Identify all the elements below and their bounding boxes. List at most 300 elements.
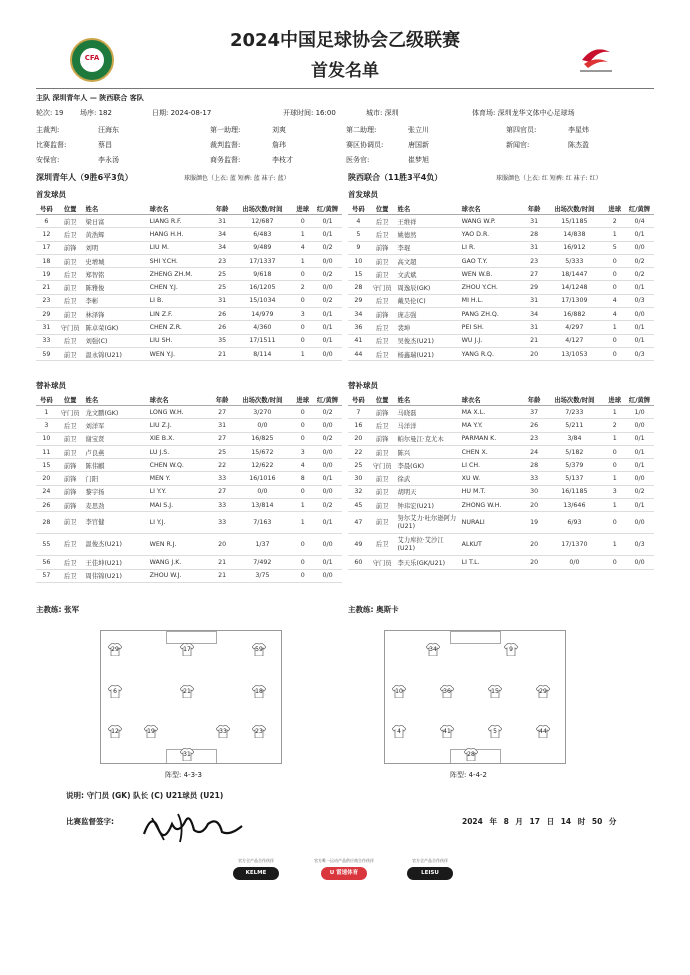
table-cell: 4	[348, 215, 369, 228]
venue-value: 深圳龙华文体中心足球场	[497, 109, 575, 117]
table-cell: CHEN W.Q.	[148, 459, 212, 472]
table-cell: 31	[524, 321, 545, 334]
table-cell: 12/622	[232, 459, 292, 472]
table-cell: 0/0	[313, 485, 342, 498]
table-cell: 33	[212, 512, 233, 534]
table-cell: 后卫	[57, 268, 84, 281]
table-cell: 25	[348, 459, 369, 472]
table-cell: 裴坤	[396, 321, 460, 334]
table-cell: 前锋	[57, 499, 84, 512]
table-cell: 24	[36, 485, 57, 498]
table-cell: LIU SH.	[148, 334, 212, 347]
table-cell: 周伟锦(U21)	[84, 569, 148, 582]
home-starters-table	[36, 202, 342, 361]
table-cell: 18/1447	[544, 268, 604, 281]
official-1-2	[346, 140, 429, 150]
table-cell: 守门员	[369, 281, 396, 294]
away-formation-value: 4-4-2	[468, 771, 488, 779]
table-cell: 34	[212, 228, 233, 241]
table-cell: 林泽锋	[84, 308, 148, 321]
table-cell: 0/0	[313, 445, 342, 458]
table-cell: 前锋	[57, 459, 84, 472]
table-cell: 戴昊伦(C)	[396, 294, 460, 307]
table-cell: 7/233	[544, 406, 604, 419]
table-row	[348, 534, 654, 556]
table-cell: 0/1	[313, 308, 342, 321]
official-1-0	[36, 140, 112, 150]
table-cell: 李晨(GK)	[396, 459, 460, 472]
table-cell: 0	[604, 347, 625, 360]
table-cell: 0/2	[625, 254, 654, 267]
player-shirt	[252, 725, 266, 738]
table-cell: 陈雅俊	[84, 281, 148, 294]
match-no-label: 场序:	[80, 109, 97, 117]
table-row	[36, 445, 342, 458]
table-row	[348, 215, 654, 228]
table-cell: 0/2	[313, 499, 342, 512]
official-value: 李星炜	[568, 126, 589, 134]
table-header-row	[348, 202, 654, 215]
table-row	[36, 406, 342, 419]
table-cell: 0/3	[625, 347, 654, 360]
table-cell: 0/0	[232, 485, 292, 498]
official-label: 安保官:	[36, 156, 60, 164]
table-cell: 0	[292, 321, 313, 334]
sponsor-pill: U 雷速体育	[321, 867, 367, 880]
player-shirt	[488, 725, 502, 738]
table-cell: 0/1	[625, 228, 654, 241]
table-cell: LI CH.	[460, 459, 524, 472]
table-cell: 0/2	[313, 268, 342, 281]
column-header: 红/黄牌	[625, 393, 654, 406]
table-row	[36, 419, 342, 432]
table-cell: 温俊杰(U21)	[84, 534, 148, 556]
table-cell: 1	[292, 347, 313, 360]
table-cell: 艾力库拉·艾沙江(U21)	[396, 534, 460, 556]
table-cell: WEN Y.J.	[148, 347, 212, 360]
table-cell: 0	[292, 569, 313, 582]
table-cell: 帕尔曼江·克尤木	[396, 432, 460, 445]
column-header: 号码	[348, 202, 369, 215]
table-cell: 4	[292, 459, 313, 472]
date-label: 日期:	[152, 109, 169, 117]
table-row	[348, 347, 654, 360]
table-cell: 0/0	[313, 254, 342, 267]
table-cell: 后卫	[369, 334, 396, 347]
table-row	[348, 459, 654, 472]
column-header: 姓名	[84, 202, 148, 215]
player-shirt	[180, 643, 194, 656]
table-cell: 29	[36, 308, 57, 321]
table-cell: 3/75	[232, 569, 292, 582]
table-cell: 0/4	[625, 215, 654, 228]
table-cell: 前卫	[369, 254, 396, 267]
table-row	[36, 569, 342, 582]
table-cell: 后卫	[57, 419, 84, 432]
column-header: 号码	[36, 202, 57, 215]
sponsor-logo	[226, 858, 286, 880]
table-cell: 周逸辰(GK)	[396, 281, 460, 294]
table-cell: 33	[524, 472, 545, 485]
column-header: 球衣名	[148, 202, 212, 215]
table-cell: 27	[212, 485, 233, 498]
official-2-1	[210, 155, 293, 165]
table-cell: 0	[604, 254, 625, 267]
official-label: 赛区协调员:	[346, 141, 384, 149]
table-cell: ZHOU Y.CH.	[460, 281, 524, 294]
table-cell: 0	[292, 419, 313, 432]
table-cell: 后卫	[369, 294, 396, 307]
table-cell: YAO D.R.	[460, 228, 524, 241]
table-cell: 1/0	[625, 406, 654, 419]
table-cell: 0	[292, 294, 313, 307]
table-cell: 28	[524, 459, 545, 472]
table-cell: 29	[348, 294, 369, 307]
table-cell: 刘明	[84, 241, 148, 254]
table-cell: 27	[212, 432, 233, 445]
table-row	[36, 308, 342, 321]
column-header: 姓名	[396, 202, 460, 215]
column-header: 位置	[57, 393, 84, 406]
table-cell: 4/297	[544, 321, 604, 334]
home-formation	[165, 770, 202, 780]
table-cell: 59	[36, 347, 57, 360]
table-row	[36, 254, 342, 267]
column-header: 姓名	[84, 393, 148, 406]
table-cell: 0/1	[625, 321, 654, 334]
player-shirt	[440, 725, 454, 738]
table-cell: 0/0	[625, 308, 654, 321]
table-cell: 31	[212, 294, 233, 307]
official-label: 裁判监督:	[210, 141, 241, 149]
table-row	[348, 321, 654, 334]
table-cell: 15/672	[232, 445, 292, 458]
official-value: 汪海东	[98, 126, 119, 134]
table-row	[348, 445, 654, 458]
table-cell: MA Y.Y.	[460, 419, 524, 432]
table-cell: 前卫	[57, 308, 84, 321]
shirt-number: 29	[111, 646, 119, 653]
table-cell: MA X.L.	[460, 406, 524, 419]
pitch-line	[166, 631, 216, 632]
table-cell: MI H.L.	[460, 294, 524, 307]
table-cell: 17/1370	[544, 534, 604, 556]
pitch-line	[500, 631, 501, 643]
table-cell: 前卫	[57, 215, 84, 228]
pitch-line	[450, 643, 501, 644]
table-cell: 0	[292, 406, 313, 419]
table-cell: 34	[348, 308, 369, 321]
table-cell: 22	[348, 445, 369, 458]
pitch-line	[166, 749, 167, 763]
table-cell: 14/838	[544, 228, 604, 241]
table-cell: 30	[348, 472, 369, 485]
official-value: 刘爽	[272, 126, 286, 134]
table-row	[36, 485, 342, 498]
table-cell: 前卫	[57, 445, 84, 458]
column-header: 进球	[292, 393, 313, 406]
shirt-number: 12	[111, 728, 119, 735]
table-cell: 后卫	[57, 534, 84, 556]
table-cell: 后卫	[57, 569, 84, 582]
table-row	[36, 459, 342, 472]
table-cell: 1	[292, 499, 313, 512]
away-subs-table	[348, 393, 654, 570]
table-cell: 45	[348, 499, 369, 512]
pitch-line	[450, 749, 451, 763]
header-divider	[36, 88, 654, 89]
table-cell: 27	[524, 268, 545, 281]
table-cell: 后卫	[57, 228, 84, 241]
table-cell: LI B.	[148, 294, 212, 307]
table-cell: 李彬	[84, 294, 148, 307]
table-row	[348, 512, 654, 534]
table-cell: 17/1337	[232, 254, 292, 267]
table-cell: 10	[36, 432, 57, 445]
shirt-number: 41	[443, 728, 451, 735]
official-label: 比赛监督:	[36, 141, 67, 149]
table-cell: LI Y.Y.	[148, 485, 212, 498]
column-header: 红/黄牌	[313, 393, 342, 406]
player-shirt	[426, 643, 440, 656]
table-cell: 21	[212, 569, 233, 582]
table-cell: 3	[604, 485, 625, 498]
official-value: 蔡昌	[98, 141, 112, 149]
home-starters-label: 首发球员	[36, 190, 66, 199]
table-cell: 21	[524, 334, 545, 347]
table-cell: 0/0	[313, 347, 342, 360]
table-cell: 0/0	[544, 556, 604, 569]
table-cell: 9/618	[232, 268, 292, 281]
away-coach-label: 主教练:	[348, 605, 374, 614]
away-team-name: 陕西联合（11胜3平4负）	[348, 173, 443, 182]
round-value: 19	[54, 109, 64, 117]
table-cell: 44	[348, 347, 369, 360]
table-cell: LIANG R.F.	[148, 215, 212, 228]
table-cell: 17	[36, 241, 57, 254]
table-cell: 后卫	[369, 347, 396, 360]
table-cell: 4/360	[232, 321, 292, 334]
table-cell: ZHONG W.H.	[460, 499, 524, 512]
shirt-number: 34	[429, 646, 437, 653]
table-cell: 1	[36, 406, 57, 419]
column-header: 红/黄牌	[625, 202, 654, 215]
table-cell: SHI Y.CH.	[148, 254, 212, 267]
table-cell: 0	[604, 445, 625, 458]
table-cell: 0/2	[313, 406, 342, 419]
table-cell: 龙文鹏(GK)	[84, 406, 148, 419]
table-cell: 温永锦(U21)	[84, 347, 148, 360]
table-cell: 10	[348, 254, 369, 267]
table-cell: 16/825	[232, 432, 292, 445]
player-shirt	[536, 685, 550, 698]
table-row	[348, 499, 654, 512]
table-cell: 0/0	[625, 472, 654, 485]
table-cell: 0/1	[313, 228, 342, 241]
table-cell: WEN R.J.	[148, 534, 212, 556]
official-0-1	[210, 125, 286, 135]
table-cell: 4	[604, 294, 625, 307]
table-cell: 前卫	[57, 432, 84, 445]
column-header: 红/黄牌	[313, 202, 342, 215]
table-cell: 15	[36, 459, 57, 472]
table-cell: LIU M.	[148, 241, 212, 254]
table-cell: 21	[212, 347, 233, 360]
table-cell: 6/93	[544, 512, 604, 534]
table-row	[348, 268, 654, 281]
table-cell: 24	[524, 445, 545, 458]
pitch-line	[450, 631, 451, 643]
player-shirt	[440, 685, 454, 698]
table-cell: 0	[604, 281, 625, 294]
table-cell: 60	[348, 556, 369, 569]
table-header-row	[36, 393, 342, 406]
official-label: 第四官员:	[506, 126, 537, 134]
table-cell: 黎宇扬	[84, 485, 148, 498]
table-cell: 0/1	[313, 334, 342, 347]
table-cell: 2	[604, 215, 625, 228]
table-cell: 37	[524, 406, 545, 419]
table-cell: 前锋	[57, 485, 84, 498]
table-cell: 胡明天	[396, 485, 460, 498]
official-value: 詹玮	[272, 141, 286, 149]
away-formation-label: 阵型:	[450, 771, 467, 779]
table-row	[36, 281, 342, 294]
player-shirt	[252, 643, 266, 656]
table-cell: 徐武	[396, 472, 460, 485]
table-cell: 0/1	[313, 321, 342, 334]
table-row	[348, 432, 654, 445]
player-shirt	[392, 685, 406, 698]
table-cell: WU J.J.	[460, 334, 524, 347]
table-cell: LONG W.H.	[148, 406, 212, 419]
away-formation	[450, 770, 487, 780]
column-header: 出场次数/时间	[544, 202, 604, 215]
column-header: 球衣名	[460, 393, 524, 406]
table-cell: 3	[36, 419, 57, 432]
home-kit: 球服颜色（上衣: 蓝 短裤: 蓝 袜子: 蓝）	[184, 175, 290, 182]
official-1-3	[506, 140, 589, 150]
column-header: 出场次数/时间	[232, 393, 292, 406]
venue-label: 体育场:	[472, 109, 496, 117]
away-starters-label: 首发球员	[348, 190, 378, 199]
column-header: 出场次数/时间	[544, 393, 604, 406]
home-subs-label: 替补球员	[36, 381, 66, 390]
shirt-number: 4	[397, 728, 401, 735]
table-cell: 28	[36, 512, 57, 534]
table-cell: CHEN Z.R.	[148, 321, 212, 334]
shirt-number: 9	[509, 646, 513, 653]
table-cell: NURALI	[460, 512, 524, 534]
table-cell: XU W.	[460, 472, 524, 485]
table-cell: MEN Y.	[148, 472, 212, 485]
table-cell: 28	[348, 281, 369, 294]
table-cell: 25	[212, 281, 233, 294]
table-header-row	[348, 393, 654, 406]
shirt-number: 18	[255, 688, 263, 695]
table-cell: 前锋	[369, 308, 396, 321]
pitch-line	[166, 631, 167, 643]
table-cell: 1	[604, 432, 625, 445]
table-cell: 13/1053	[544, 347, 604, 360]
table-cell: 20	[36, 472, 57, 485]
official-0-0	[36, 125, 119, 135]
table-cell: 1	[604, 321, 625, 334]
table-cell: 16/1185	[544, 485, 604, 498]
table-cell: 19	[524, 512, 545, 534]
player-shirt	[108, 685, 122, 698]
table-row	[348, 241, 654, 254]
table-row	[36, 472, 342, 485]
column-header: 位置	[369, 202, 396, 215]
table-cell: 0	[292, 432, 313, 445]
table-cell: 卢良燕	[84, 445, 148, 458]
table-row	[348, 472, 654, 485]
table-cell: 陈卓荣(GK)	[84, 321, 148, 334]
table-cell: ZHENG ZH.M.	[148, 268, 212, 281]
column-header: 球衣名	[148, 393, 212, 406]
table-cell: 前锋	[369, 406, 396, 419]
match-no	[80, 108, 112, 118]
official-2-0	[36, 155, 119, 165]
table-cell: 1	[604, 534, 625, 556]
table-cell: 0/0	[313, 419, 342, 432]
table-cell: ZHOU W.J.	[148, 569, 212, 582]
table-cell: 梁日富	[84, 215, 148, 228]
sponsor-caption: 官方唯一运动产品供应商合作伙伴	[314, 858, 374, 863]
table-cell: 后卫	[369, 215, 396, 228]
official-value: 唐国新	[408, 141, 429, 149]
table-row	[36, 432, 342, 445]
table-cell: 16	[348, 419, 369, 432]
table-row	[36, 241, 342, 254]
table-cell: 12/687	[232, 215, 292, 228]
table-cell: CHEN Y.J.	[148, 281, 212, 294]
table-cell: 7/163	[232, 512, 292, 534]
official-value: 李永汤	[98, 156, 119, 164]
table-cell: LIN Z.F.	[148, 308, 212, 321]
cfa-logo-text: CFA	[84, 54, 100, 62]
column-header: 号码	[36, 393, 57, 406]
away-formation-pitch	[384, 630, 566, 764]
table-cell: 0/1	[625, 459, 654, 472]
table-cell: 9/489	[232, 241, 292, 254]
teams-line: 主队 深圳青年人 — 陕西联合 客队	[36, 94, 144, 102]
official-label: 主裁判:	[36, 126, 60, 134]
table-cell: 陈兴	[396, 445, 460, 458]
venue	[472, 108, 575, 118]
table-cell: 31	[524, 241, 545, 254]
away-coach	[348, 604, 399, 615]
city-value: 深圳	[384, 109, 399, 117]
table-cell: 0	[604, 334, 625, 347]
table-cell: 谢宝贤	[84, 432, 148, 445]
official-value: 陈杰盈	[568, 141, 589, 149]
table-cell: 黄浩辉	[84, 228, 148, 241]
official-2-2	[346, 155, 429, 165]
table-cell: LI T.L.	[460, 556, 524, 569]
table-cell: MAI S.J.	[148, 499, 212, 512]
page-title: 2024中国足球协会乙级联赛	[229, 30, 461, 51]
table-cell: 前锋	[57, 472, 84, 485]
table-row	[36, 347, 342, 360]
table-cell: 31	[524, 294, 545, 307]
table-cell: 4/127	[544, 334, 604, 347]
table-cell: 26	[36, 499, 57, 512]
table-cell: 0/1	[625, 334, 654, 347]
player-shirt	[108, 643, 122, 656]
table-cell: 14/979	[232, 308, 292, 321]
